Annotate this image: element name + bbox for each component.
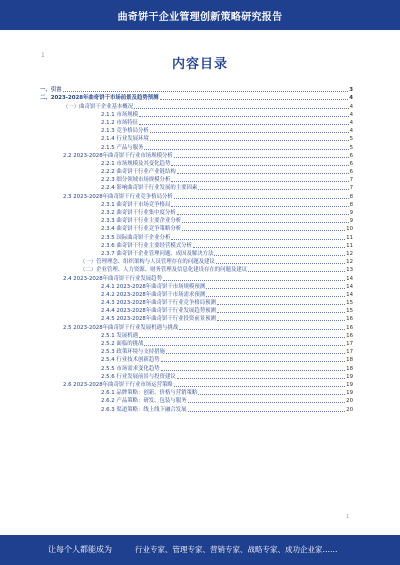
toc-dot-leader bbox=[144, 345, 345, 346]
toc-dot-leader bbox=[161, 370, 346, 371]
toc-entry-title: 2.5.4 行业技术创新趋势 bbox=[101, 357, 160, 364]
toc-entry-page: 17 bbox=[346, 349, 353, 356]
toc-entry[interactable] bbox=[40, 348, 353, 356]
toc-entry[interactable] bbox=[40, 307, 353, 315]
toc-dot-leader bbox=[248, 271, 345, 272]
footer-slogan: 让每个人都能成为 bbox=[48, 545, 112, 554]
toc-entry-title: 2.1.1 市场规模 bbox=[101, 111, 138, 118]
toc-entry-page: 4 bbox=[349, 103, 353, 110]
toc-dot-leader bbox=[63, 91, 349, 92]
toc-entry-title: 2.2 2023-2028年曲奇饼干行业市场规模分析 bbox=[63, 152, 173, 159]
toc-entry[interactable] bbox=[40, 143, 353, 151]
toc-entry-title: 2.4.2 2023-2028年曲奇饼干市场需求预测 bbox=[101, 291, 206, 298]
toc-entry-page: 11 bbox=[346, 234, 353, 241]
toc-entry[interactable] bbox=[40, 184, 353, 192]
toc-entry[interactable] bbox=[40, 152, 353, 160]
toc-entry-title: 2.3.1 曲奇饼干市场竞争格局 bbox=[101, 201, 171, 208]
toc-dot-leader bbox=[217, 304, 345, 305]
toc-dot-leader bbox=[188, 411, 346, 412]
toc-entry-title: 2.3 2023-2028年曲奇饼干行业竞争格局分析 bbox=[63, 193, 173, 200]
toc-entry-title: 2.1.3 竞争格局分析 bbox=[101, 128, 149, 135]
toc-entry-page: 9 bbox=[349, 210, 353, 216]
toc-entry-title: 2.1.4 行业发展环境 bbox=[101, 136, 149, 143]
toc-dot-leader bbox=[193, 247, 345, 248]
toc-entry-title: （一）曲奇饼干企业基本概况 bbox=[63, 103, 134, 110]
toc-entry-title: （一）管理理念、组织架构与人员管理存在的问题及建议 bbox=[80, 259, 215, 266]
toc-entry-title: 2.2.3 细分领域市场规模分析 bbox=[101, 177, 171, 184]
toc-entry[interactable] bbox=[40, 217, 353, 225]
toc-entry[interactable] bbox=[40, 291, 353, 299]
toc-entry-title: （二）企业管理、人力资源、财务管理及信息化建设存在的问题及建议 bbox=[80, 267, 248, 274]
toc-dot-leader bbox=[214, 255, 345, 256]
toc-entry-title: 2.6.3 渠道策略：线上线下融合发展 bbox=[101, 406, 187, 413]
toc-entry[interactable] bbox=[40, 111, 353, 119]
toc-entry-page: 18 bbox=[346, 365, 353, 372]
toc-entry-page: 15 bbox=[346, 308, 353, 315]
toc-dot-leader bbox=[188, 402, 346, 403]
toc-entry-page: 14 bbox=[346, 291, 353, 298]
toc-dot-leader bbox=[171, 239, 345, 240]
toc-entry-page: 4 bbox=[349, 119, 353, 126]
toc-entry[interactable] bbox=[40, 127, 353, 135]
toc-entry-page: 20 bbox=[346, 398, 353, 405]
toc-entry-page: 14 bbox=[346, 283, 353, 290]
toc-entry[interactable] bbox=[40, 119, 353, 127]
toc-dot-leader bbox=[177, 214, 349, 215]
toc-dot-leader bbox=[163, 280, 345, 281]
toc-entry-page: 7 bbox=[349, 185, 353, 192]
toc-entry-page: 12 bbox=[346, 250, 353, 257]
toc-dot-leader bbox=[216, 263, 345, 264]
toc-entry[interactable] bbox=[40, 192, 353, 200]
toc-entry-page: 19 bbox=[346, 381, 353, 388]
toc-dot-leader bbox=[139, 124, 349, 125]
toc-entry[interactable] bbox=[40, 381, 353, 389]
footer-page-number: 1 bbox=[346, 514, 350, 520]
toc-entry-title: 2.5.3 政策环境与支持措施 bbox=[101, 349, 165, 356]
toc-entry-title: 2.4.4 2023-2028年曲奇饼干行业发展趋势预测 bbox=[101, 308, 216, 315]
toc-dot-leader bbox=[206, 296, 345, 297]
toc-entry-title: 2.6 2023-2028年曲奇饼干行业市场运营策略 bbox=[63, 381, 173, 388]
toc-dot-leader bbox=[161, 361, 346, 362]
toc-entry[interactable] bbox=[40, 299, 353, 307]
toc-entry-title: 2.5.6 行业发展前景与投资建议 bbox=[101, 373, 176, 380]
toc-entry-title: 2.2.4 影响曲奇饼干行业发展的主要因素 bbox=[101, 185, 198, 192]
toc-dot-leader bbox=[198, 189, 348, 190]
toc-entry-page: 19 bbox=[346, 390, 353, 397]
footer-bar bbox=[0, 535, 400, 565]
toc-dot-leader bbox=[217, 312, 345, 313]
toc-entry-page: 4 bbox=[349, 95, 353, 102]
toc-entry[interactable] bbox=[40, 397, 353, 405]
toc-entry[interactable] bbox=[40, 135, 353, 143]
toc-entry[interactable] bbox=[40, 323, 353, 331]
toc-entry-page: 4 bbox=[349, 111, 353, 118]
toc-entry-page: 13 bbox=[346, 267, 353, 274]
toc-entry-page: 16 bbox=[346, 324, 353, 331]
toc-dot-leader bbox=[134, 108, 348, 109]
toc-entry-title: 2.4.1 2023-2028年曲奇饼干市场规模预测 bbox=[101, 283, 206, 290]
toc-entry[interactable] bbox=[40, 209, 353, 217]
toc-dot-leader bbox=[206, 288, 345, 289]
toc-dot-leader bbox=[171, 181, 348, 182]
toc-entry-title: 2.2.1 市场规模及其变化趋势 bbox=[101, 160, 171, 167]
toc-entry-title: 2.3.5 国际曲奇饼干企业分析 bbox=[101, 234, 171, 241]
toc-entry[interactable] bbox=[40, 373, 353, 381]
toc-entry-page: 10 bbox=[346, 226, 353, 233]
toc-entry-title: 2.6.1 品牌策略：创新、价格与营销策略 bbox=[101, 390, 198, 397]
toc-entry-title: 2.1.2 市场特征 bbox=[101, 119, 138, 126]
toc-entry[interactable] bbox=[40, 315, 353, 323]
toc-entry[interactable] bbox=[40, 233, 353, 241]
toc-entry-page: 6 bbox=[349, 169, 353, 176]
toc-entry[interactable] bbox=[40, 405, 353, 413]
toc-dot-leader bbox=[182, 230, 345, 231]
toc-entry-page: 5 bbox=[349, 136, 353, 143]
toc-entry-page: 11 bbox=[346, 242, 353, 249]
toc-dot-leader bbox=[179, 329, 345, 330]
toc-entry-title: 2.5 2023-2028年曲奇饼干行业发展机遇与挑战 bbox=[63, 324, 179, 331]
table-of-contents bbox=[40, 86, 353, 414]
toc-entry[interactable] bbox=[40, 94, 353, 102]
toc-entry[interactable] bbox=[40, 201, 353, 209]
footer-tags: 行业专家、管理专家、营销专家、战略专家、成功企业家…… bbox=[135, 545, 338, 554]
toc-entry[interactable] bbox=[40, 168, 353, 176]
toc-title: 内容目录 bbox=[171, 57, 228, 72]
toc-dot-leader bbox=[174, 157, 349, 158]
toc-dot-leader bbox=[217, 320, 345, 321]
toc-entry-page: 9 bbox=[349, 218, 353, 225]
toc-entry-page: 5 bbox=[349, 144, 353, 151]
toc-entry-title: 2.4.3 2023-2028年曲奇饼干行业竞争格局预测 bbox=[101, 300, 216, 307]
toc-entry[interactable] bbox=[40, 340, 353, 348]
toc-entry-title: 2.6.2 产品策略：研发、包装与服务 bbox=[101, 398, 187, 405]
toc-entry-page: 15 bbox=[346, 300, 353, 307]
toc-entry-page: 17 bbox=[346, 341, 353, 347]
toc-dot-leader bbox=[171, 165, 348, 166]
toc-dot-leader bbox=[182, 222, 348, 223]
toc-entry[interactable] bbox=[40, 266, 353, 274]
toc-entry[interactable] bbox=[40, 283, 353, 291]
header-bar bbox=[0, 0, 400, 30]
toc-entry-title: 2.4.5 2023-2028年曲奇饼干行业投资前景预测 bbox=[101, 316, 216, 323]
toc-entry-title: 2.5.5 市场需求变化趋势 bbox=[101, 365, 160, 372]
toc-entry-title: 一、引言 bbox=[40, 87, 62, 94]
toc-entry-page: 3 bbox=[349, 87, 353, 94]
toc-dot-leader bbox=[150, 140, 349, 141]
toc-entry[interactable] bbox=[40, 86, 353, 94]
toc-entry-page: 19 bbox=[346, 373, 353, 380]
toc-entry-page: 4 bbox=[349, 128, 353, 135]
toc-entry-title: 2.3.4 曲奇饼干行业竞争策略分析 bbox=[101, 226, 182, 233]
toc-entry-title: 2.2.2 曲奇饼干行业产业链结构 bbox=[101, 169, 176, 176]
toc-entry[interactable] bbox=[40, 102, 353, 110]
toc-entry-title: 2.5.1 发展机遇 bbox=[101, 332, 138, 339]
toc-entry-title: 2.4 2023-2028年曲奇饼干行业发展趋势 bbox=[63, 275, 162, 282]
toc-entry[interactable] bbox=[40, 176, 353, 184]
toc-entry[interactable] bbox=[40, 389, 353, 397]
toc-entry-page: 16 bbox=[346, 316, 353, 323]
toc-entry-page: 16 bbox=[346, 332, 353, 339]
toc-dot-leader bbox=[174, 198, 349, 199]
toc-entry-page: 14 bbox=[346, 275, 353, 282]
toc-entry[interactable] bbox=[40, 364, 353, 372]
toc-entry[interactable] bbox=[40, 160, 353, 168]
toc-dot-leader bbox=[144, 149, 348, 150]
toc-entry[interactable] bbox=[40, 356, 353, 364]
toc-entry[interactable] bbox=[40, 258, 353, 266]
top-page-marker: 1 bbox=[41, 52, 45, 59]
toc-entry[interactable] bbox=[40, 250, 353, 258]
toc-dot-leader bbox=[171, 206, 348, 207]
toc-entry-page: 18 bbox=[346, 357, 353, 364]
toc-entry[interactable] bbox=[40, 274, 353, 282]
toc-dot-leader bbox=[198, 394, 345, 395]
toc-dot-leader bbox=[166, 353, 345, 354]
toc-entry-page: 8 bbox=[349, 201, 353, 208]
toc-entry-page: 6 bbox=[349, 160, 353, 167]
toc-entry-title: 二、2023-2028年曲奇饼干市场前景及趋势预测 bbox=[40, 95, 159, 102]
toc-entry-title: 2.5.2 面临的挑战 bbox=[101, 341, 144, 347]
toc-entry-title: 2.3.3 曲奇饼干行业主要企业分析 bbox=[101, 218, 182, 225]
toc-entry-title: 2.3.7 曲奇饼干企业管理问题、成因及解决方法 bbox=[101, 250, 214, 257]
toc-entry-page: 20 bbox=[346, 406, 353, 413]
toc-entry[interactable] bbox=[40, 332, 353, 340]
toc-entry-page: 6 bbox=[349, 152, 353, 159]
toc-dot-leader bbox=[174, 386, 345, 387]
toc-dot-leader bbox=[160, 99, 349, 100]
toc-dot-leader bbox=[177, 173, 349, 174]
toc-dot-leader bbox=[177, 378, 345, 379]
toc-dot-leader bbox=[150, 132, 349, 133]
toc-entry-page: 7 bbox=[349, 177, 353, 184]
toc-dot-leader bbox=[139, 337, 345, 338]
toc-entry[interactable] bbox=[40, 242, 353, 250]
toc-dot-leader bbox=[139, 116, 349, 117]
toc-entry-title: 2.3.2 曲奇饼干行业集中度分析 bbox=[101, 210, 176, 216]
toc-entry-title: 2.1.5 产品与服务 bbox=[101, 144, 144, 151]
toc-entry-title: 2.3.6 曲奇饼干行业主要经营模式分析 bbox=[101, 242, 192, 249]
toc-entry-page: 8 bbox=[349, 193, 353, 200]
document-title: 曲奇饼干企业管理创新策略研究报告 bbox=[117, 11, 283, 23]
toc-entry-page: 12 bbox=[346, 259, 353, 266]
toc-entry[interactable] bbox=[40, 225, 353, 233]
